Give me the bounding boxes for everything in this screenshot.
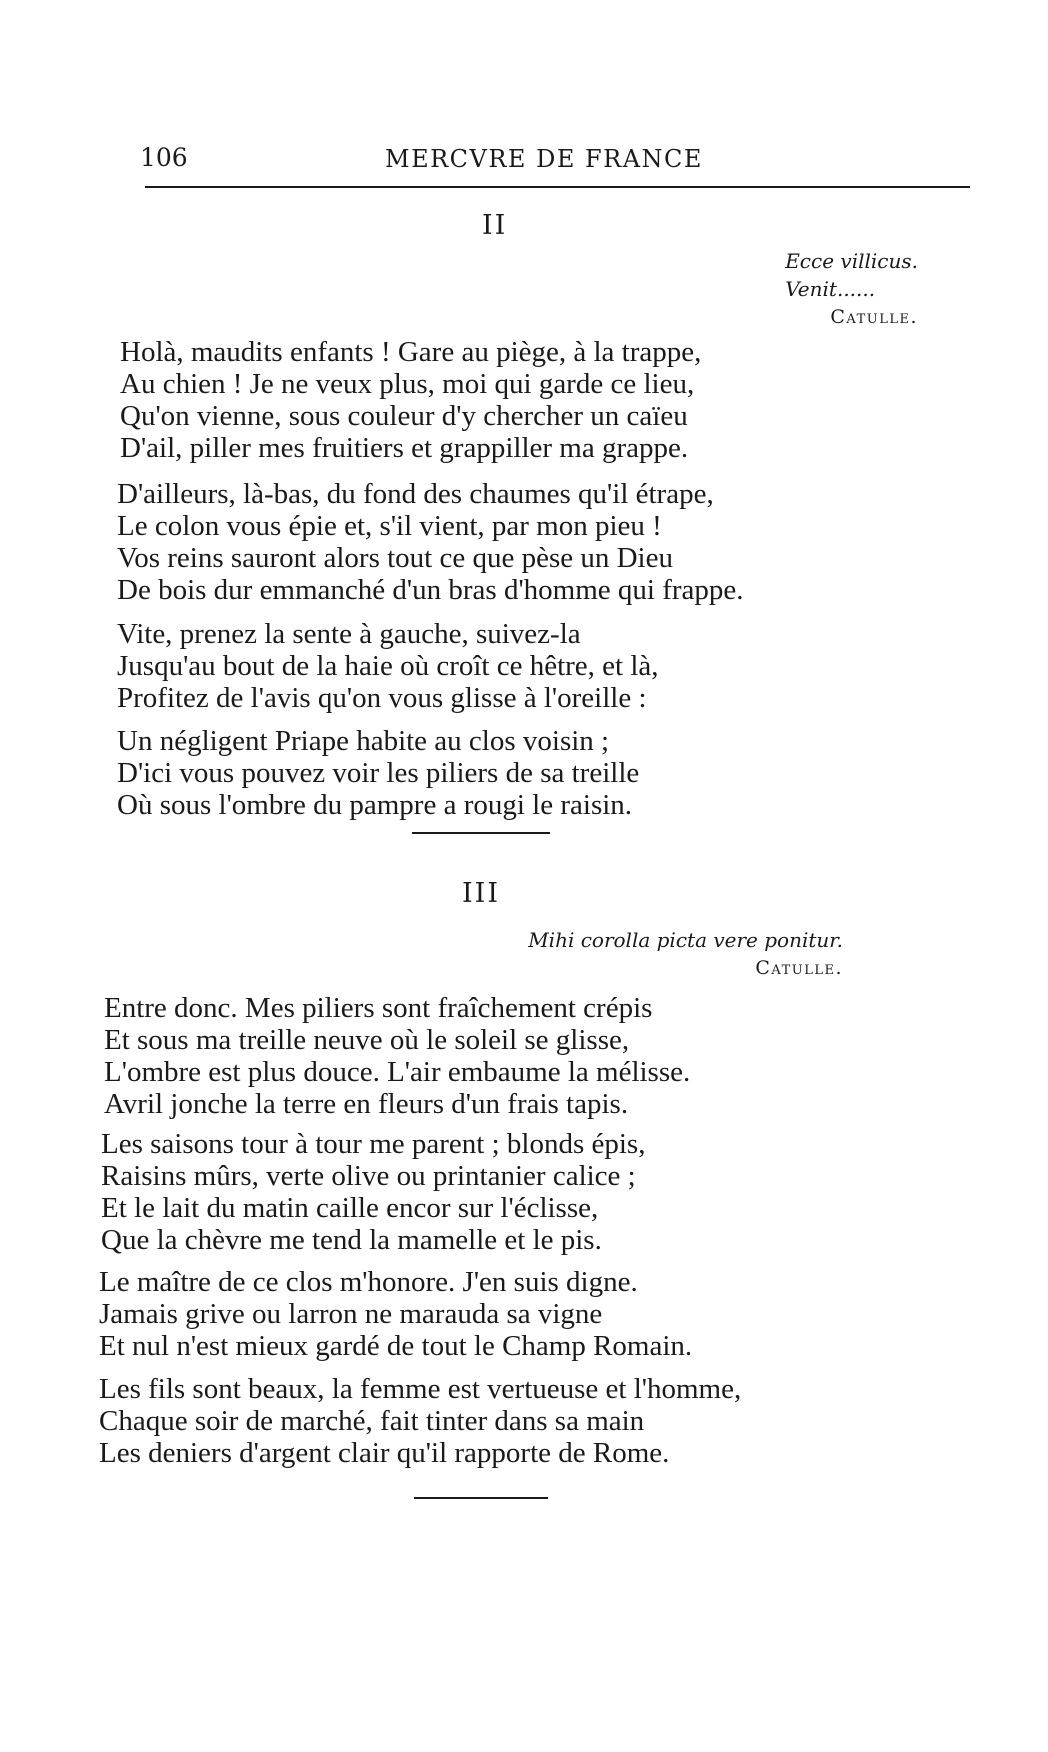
stanza-iii-2 (101, 1128, 645, 1256)
verse-line: Jusqu'au bout de la haie où croît ce hêtre, et là, (117, 650, 659, 682)
stanza-ii-3 (117, 618, 659, 714)
verse-line: Le maître de ce clos m'honore. J'en suis digne. (99, 1266, 638, 1298)
verse-line: D'ail, piller mes fruitiers et grappiller ma grappe. (120, 432, 689, 464)
stanza-iii-3 (99, 1266, 692, 1362)
page-number: 106 (140, 143, 188, 172)
verse-line: Chaque soir de marché, fait tinter dans sa main (99, 1405, 645, 1437)
verse-line: Entre donc. Mes piliers sont fraîchement crépis (104, 992, 653, 1024)
verse-line: Les fils sont beaux, la femme est vertueuse et l'homme, (99, 1373, 742, 1405)
verse-line: Au chien ! Je ne veux plus, moi qui garde ce lieu, (120, 368, 695, 400)
stanza-ii-4 (117, 725, 639, 821)
running-header (140, 143, 970, 183)
verse-line: Un négligent Priape habite au clos voisin ; (117, 725, 610, 757)
epigraph-line: Ecce villicus. (785, 249, 918, 273)
epigraph-iii (528, 926, 843, 982)
verse-line: Vite, prenez la sente à gauche, suivez-la (117, 618, 581, 650)
verse-line: Raisins mûrs, verte olive ou printanier calice ; (101, 1160, 636, 1192)
epigraph-author: Catulle. (830, 306, 918, 328)
epigraph-ii (785, 247, 918, 331)
verse-line: Vos reins sauront alors tout ce que pèse un Dieu (117, 542, 673, 574)
stanza-iii-1 (104, 992, 690, 1120)
verse-line: Et le lait du matin caille encor sur l'éclisse, (101, 1192, 599, 1224)
verse-line: Où sous l'ombre du pampre a rougi le raisin. (117, 789, 633, 821)
verse-line: Avril jonche la terre en fleurs d'un frais tapis. (104, 1088, 629, 1120)
epigraph-author: Catulle. (755, 957, 843, 979)
verse-line: Qu'on vienne, sous couleur d'y chercher un caïeu (120, 400, 688, 432)
section-divider (414, 1497, 548, 1499)
verse-line: Que la chèvre me tend la mamelle et le pis. (101, 1224, 602, 1256)
verse-line: Le colon vous épie et, s'il vient, par mon pieu ! (117, 510, 662, 542)
verse-line: Profitez de l'avis qu'on vous glisse à l'oreille : (117, 682, 647, 714)
verse-line: L'ombre est plus douce. L'air embaume la mélisse. (104, 1056, 691, 1088)
verse-line: D'ailleurs, là-bas, du fond des chaumes qu'il étrape, (117, 478, 714, 510)
section-number-iii: III (462, 878, 500, 909)
epigraph-line: Mihi corolla picta vere ponitur. (528, 928, 843, 952)
section-number-ii: II (482, 210, 508, 241)
verse-line: Et nul n'est mieux gardé de tout le Champ Romain. (99, 1330, 693, 1362)
verse-line: D'ici vous pouvez voir les piliers de sa treille (117, 757, 640, 789)
section-divider (412, 832, 550, 834)
journal-title: MERCVRE DE FRANCE (385, 145, 703, 173)
verse-line: De bois dur emmanché d'un bras d'homme qui frappe. (117, 574, 744, 606)
header-rule (145, 186, 970, 188)
verse-line: Holà, maudits enfants ! Gare au piège, à la trappe, (120, 336, 702, 368)
stanza-ii-2 (117, 478, 744, 606)
epigraph-line: Venit...... (785, 277, 876, 301)
stanza-ii-1 (120, 336, 701, 464)
verse-line: Jamais grive ou larron ne marauda sa vigne (99, 1298, 603, 1330)
verse-line: Les saisons tour à tour me parent ; blonds épis, (101, 1128, 646, 1160)
stanza-iii-4 (99, 1373, 741, 1469)
verse-line: Les deniers d'argent clair qu'il rapporte de Rome. (99, 1437, 670, 1469)
verse-line: Et sous ma treille neuve où le soleil se glisse, (104, 1024, 630, 1056)
